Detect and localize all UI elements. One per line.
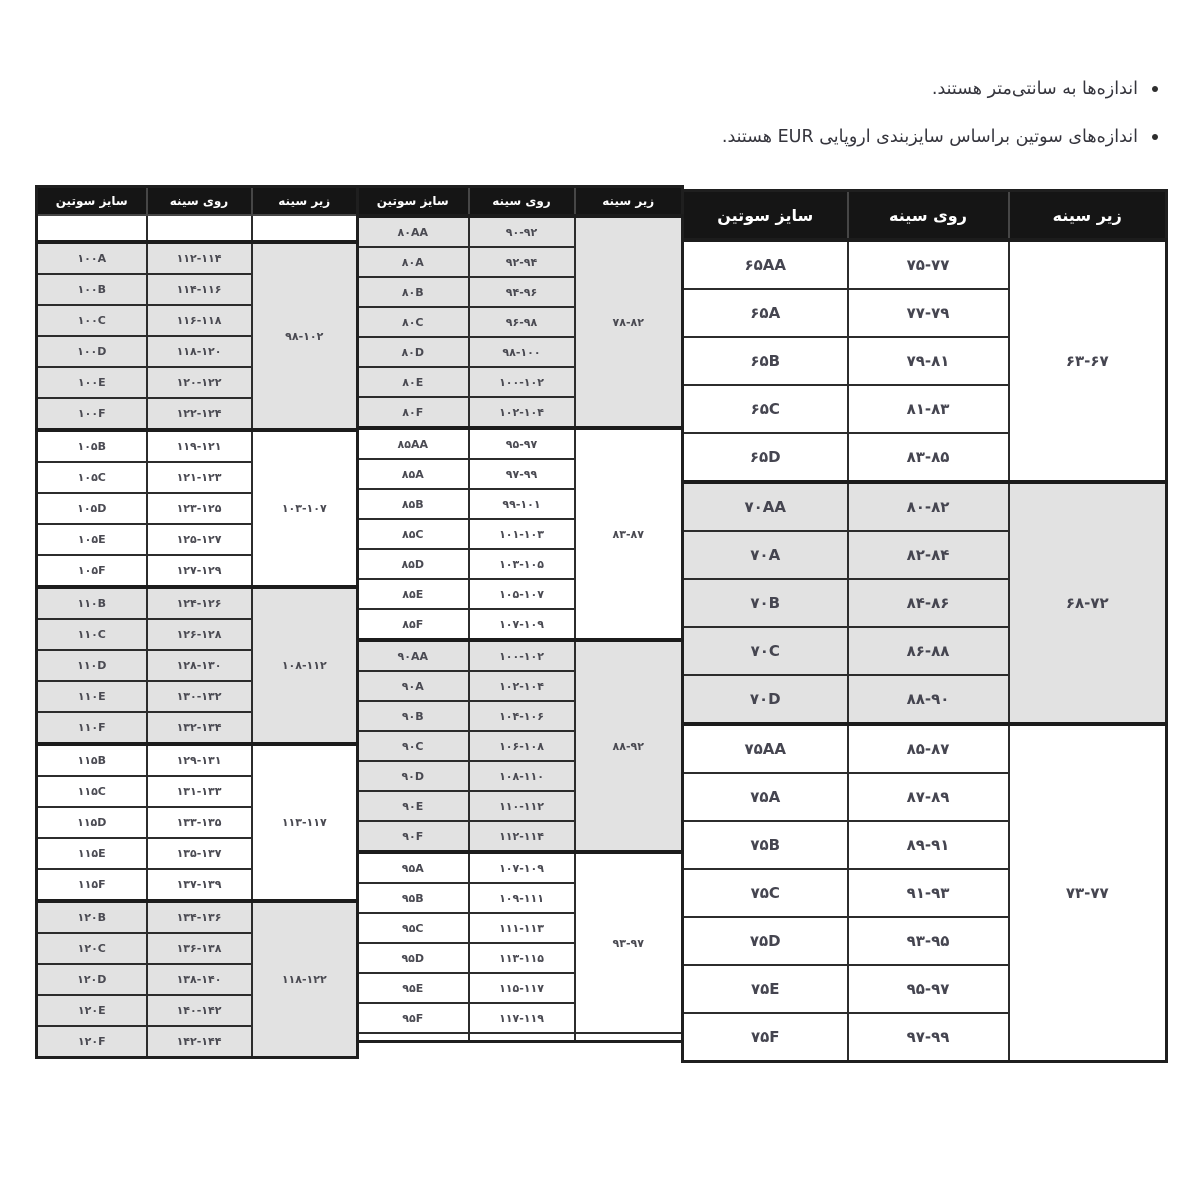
over-bust-cell: ۱۰۵-۱۰۷ (469, 579, 575, 609)
over-bust-cell: ۱۳۳-۱۳۵ (147, 807, 252, 838)
over-bust-cell: ۸۲-۸۴ (848, 531, 1009, 579)
bra-size-cell: ۸۵D (357, 549, 469, 579)
table-row (37, 901, 358, 933)
bra-size-cell: ۷۰B (683, 579, 848, 627)
over-bust-cell: ۹۷-۹۹ (848, 1013, 1009, 1062)
table-row (37, 744, 358, 776)
over-bust-cell: ۱۰۷-۱۰۹ (469, 609, 575, 640)
over-bust-cell: ۱۰۲-۱۰۴ (469, 397, 575, 428)
under-bust-cell: ۶۸-۷۲ (1009, 482, 1167, 724)
bra-size-cell: ۱۲۰C (37, 933, 147, 964)
over-bust-cell: ۸۷-۸۹ (848, 773, 1009, 821)
table-row (357, 852, 683, 883)
over-bust-cell: ۱۰۴-۱۰۶ (469, 701, 575, 731)
bra-size-cell: ۱۰۰B (37, 274, 147, 305)
bra-size-cell: ۹۰E (357, 791, 469, 821)
bra-size-cell: ۱۱۰B (37, 587, 147, 619)
bra-size-cell: ۸۵B (357, 489, 469, 519)
bra-size-cell: ۸۰AA (357, 216, 469, 247)
under-bust-cell: ۸۸-۹۲ (575, 640, 683, 852)
over-bust-cell: ۱۰۱-۱۰۳ (469, 519, 575, 549)
over-bust-cell: ۱۲۲-۱۲۴ (147, 398, 252, 430)
bra-size-cell: ۱۰۵E (37, 524, 147, 555)
over-bust-cell: ۸۱-۸۳ (848, 385, 1009, 433)
over-bust-cell: ۹۵-۹۷ (848, 965, 1009, 1013)
bra-size-cell: ۸۵C (357, 519, 469, 549)
over-bust-cell: ۱۳۷-۱۳۹ (147, 869, 252, 901)
bullet-icon (1152, 134, 1158, 140)
over-bust-cell: ۹۶-۹۸ (469, 307, 575, 337)
bra-size-cell: ۷۵E (683, 965, 848, 1013)
bra-size-cell: ۱۲۰B (37, 901, 147, 933)
over-bust-cell: ۱۱۱-۱۱۳ (469, 913, 575, 943)
over-bust-cell: ۷۹-۸۱ (848, 337, 1009, 385)
column-header-under-bust: زیر سینه (575, 187, 683, 217)
note-item (722, 78, 1158, 101)
bra-size-cell: ۶۵A (683, 289, 848, 337)
bra-size-cell: ۷۰D (683, 675, 848, 724)
bra-size-cell: ۷۵C (683, 869, 848, 917)
table-row (683, 240, 1167, 289)
column-header-under-bust: زیر سینه (1009, 191, 1167, 241)
over-bust-cell: ۱۳۰-۱۳۲ (147, 681, 252, 712)
bra-size-cell: ۹۰C (357, 731, 469, 761)
bra-size-cell: ۱۲۰D (37, 964, 147, 995)
bra-size-cell: ۱۰۵C (37, 462, 147, 493)
bra-size-cell: ۱۱۵E (37, 838, 147, 869)
empty-cell (575, 1033, 683, 1042)
bra-size-cell: ۷۵B (683, 821, 848, 869)
thin-empty-row (357, 1033, 683, 1042)
bra-size-cell: ۹۵C (357, 913, 469, 943)
bullet-icon (1152, 86, 1158, 92)
over-bust-cell: ۱۲۶-۱۲۸ (147, 619, 252, 650)
bra-size-cell: ۸۰E (357, 367, 469, 397)
empty-cell (252, 215, 358, 242)
header-row (357, 187, 683, 217)
over-bust-cell: ۱۰۸-۱۱۰ (469, 761, 575, 791)
bra-size-cell: ۸۰A (357, 247, 469, 277)
table-row (37, 430, 358, 462)
over-bust-cell: ۷۷-۷۹ (848, 289, 1009, 337)
column-header-under-bust: زیر سینه (252, 187, 358, 216)
over-bust-cell: ۱۳۱-۱۳۳ (147, 776, 252, 807)
bra-size-cell: ۸۰C (357, 307, 469, 337)
over-bust-cell: ۱۲۱-۱۲۳ (147, 462, 252, 493)
bra-size-cell: ۷۵D (683, 917, 848, 965)
bra-size-cell: ۹۵E (357, 973, 469, 1003)
table-row (357, 216, 683, 247)
bra-size-cell: ۱۰۰A (37, 242, 147, 274)
table-row (683, 724, 1167, 773)
bra-size-cell: ۶۵AA (683, 240, 848, 289)
header-row (37, 187, 358, 216)
over-bust-cell: ۱۱۲-۱۱۴ (469, 821, 575, 852)
over-bust-cell: ۱۱۵-۱۱۷ (469, 973, 575, 1003)
over-bust-cell: ۱۰۶-۱۰۸ (469, 731, 575, 761)
over-bust-cell: ۱۰۹-۱۱۱ (469, 883, 575, 913)
bra-size-cell: ۹۰AA (357, 640, 469, 671)
bra-size-cell: ۱۱۰C (37, 619, 147, 650)
note-text: اندازه‌های سوتین براساس سایزبندی اروپایی EUR هستند. (721, 126, 1138, 147)
bra-size-cell: ۱۰۵B (37, 430, 147, 462)
bra-size-cell: ۱۰۵F (37, 555, 147, 587)
over-bust-cell: ۹۰-۹۲ (469, 216, 575, 247)
over-bust-cell: ۷۵-۷۷ (848, 240, 1009, 289)
bra-size-cell: ۱۱۰E (37, 681, 147, 712)
over-bust-cell: ۱۳۶-۱۳۸ (147, 933, 252, 964)
bra-size-cell: ۷۰A (683, 531, 848, 579)
over-bust-cell: ۱۰۰-۱۰۲ (469, 640, 575, 671)
bra-size-cell: ۸۰D (357, 337, 469, 367)
under-bust-cell: ۱۱۳-۱۱۷ (252, 744, 358, 901)
bra-size-cell: ۱۲۰F (37, 1026, 147, 1058)
bra-size-cell: ۷۵F (683, 1013, 848, 1062)
bra-size-cell: ۹۵B (357, 883, 469, 913)
over-bust-cell: ۱۲۸-۱۳۰ (147, 650, 252, 681)
bra-size-cell: ۸۵AA (357, 428, 469, 459)
empty-cell (147, 215, 252, 242)
note-item (722, 126, 1158, 149)
table-row (357, 640, 683, 671)
bra-size-cell: ۸۵F (357, 609, 469, 640)
under-bust-cell: ۹۸-۱۰۲ (252, 242, 358, 430)
bra-size-table-eu-65-75 (681, 189, 1168, 1063)
over-bust-cell: ۱۴۰-۱۴۲ (147, 995, 252, 1026)
bra-size-table-eu-100-120 (35, 185, 359, 1059)
over-bust-cell: ۸۳-۸۵ (848, 433, 1009, 482)
bra-size-cell: ۱۲۰E (37, 995, 147, 1026)
over-bust-cell: ۱۳۵-۱۳۷ (147, 838, 252, 869)
column-header-bra-size: سایز سوتین (37, 187, 147, 216)
over-bust-cell: ۱۲۴-۱۲۶ (147, 587, 252, 619)
over-bust-cell: ۱۴۲-۱۴۴ (147, 1026, 252, 1058)
bra-size-cell: ۱۰۰C (37, 305, 147, 336)
under-bust-cell: ۷۳-۷۷ (1009, 724, 1167, 1062)
over-bust-cell: ۸۸-۹۰ (848, 675, 1009, 724)
bra-size-cell: ۶۵B (683, 337, 848, 385)
over-bust-cell: ۱۲۵-۱۲۷ (147, 524, 252, 555)
over-bust-cell: ۱۳۴-۱۳۶ (147, 901, 252, 933)
over-bust-cell: ۱۱۷-۱۱۹ (469, 1003, 575, 1033)
bra-size-cell: ۹۰A (357, 671, 469, 701)
bra-size-cell: ۱۰۰E (37, 367, 147, 398)
column-header-over-bust: روی سینه (848, 191, 1009, 241)
bra-size-cell: ۱۱۵D (37, 807, 147, 838)
over-bust-cell: ۹۹-۱۰۱ (469, 489, 575, 519)
bra-size-cell: ۶۵D (683, 433, 848, 482)
bra-size-cell: ۹۵D (357, 943, 469, 973)
bra-size-cell: ۸۵E (357, 579, 469, 609)
bra-size-cell: ۶۵C (683, 385, 848, 433)
bra-size-cell: ۷۵AA (683, 724, 848, 773)
under-bust-cell: ۱۱۸-۱۲۲ (252, 901, 358, 1058)
over-bust-cell: ۹۴-۹۶ (469, 277, 575, 307)
bra-size-cell: ۱۱۰D (37, 650, 147, 681)
column-header-bra-size: سایز سوتین (683, 191, 848, 241)
over-bust-cell: ۱۱۶-۱۱۸ (147, 305, 252, 336)
over-bust-cell: ۱۱۹-۱۲۱ (147, 430, 252, 462)
over-bust-cell: ۱۱۳-۱۱۵ (469, 943, 575, 973)
over-bust-cell: ۹۱-۹۳ (848, 869, 1009, 917)
over-bust-cell: ۹۷-۹۹ (469, 459, 575, 489)
over-bust-cell: ۸۴-۸۶ (848, 579, 1009, 627)
notes-list (722, 78, 1158, 174)
column-header-bra-size: سایز سوتین (357, 187, 469, 217)
bra-size-cell: ۱۰۰D (37, 336, 147, 367)
over-bust-cell: ۸۶-۸۸ (848, 627, 1009, 675)
table-row (37, 242, 358, 274)
bra-size-cell: ۹۰F (357, 821, 469, 852)
bra-size-cell: ۱۱۰F (37, 712, 147, 744)
over-bust-cell: ۱۰۰-۱۰۲ (469, 367, 575, 397)
bra-size-cell: ۷۵A (683, 773, 848, 821)
empty-cell (469, 1033, 575, 1042)
over-bust-cell: ۹۳-۹۵ (848, 917, 1009, 965)
column-header-over-bust: روی سینه (469, 187, 575, 217)
under-bust-cell: ۷۸-۸۲ (575, 216, 683, 428)
bra-size-table-eu-80-95 (355, 185, 684, 1043)
table-row (37, 587, 358, 619)
over-bust-cell: ۸۵-۸۷ (848, 724, 1009, 773)
bra-size-cell: ۱۱۵F (37, 869, 147, 901)
empty-cell (357, 1033, 469, 1042)
empty-cell (37, 215, 147, 242)
over-bust-cell: ۱۲۹-۱۳۱ (147, 744, 252, 776)
over-bust-cell: ۹۵-۹۷ (469, 428, 575, 459)
column-header-over-bust: روی سینه (147, 187, 252, 216)
over-bust-cell: ۸۹-۹۱ (848, 821, 1009, 869)
over-bust-cell: ۱۱۲-۱۱۴ (147, 242, 252, 274)
bra-size-cell: ۹۰D (357, 761, 469, 791)
over-bust-cell: ۹۸-۱۰۰ (469, 337, 575, 367)
table-row (357, 428, 683, 459)
bra-size-cell: ۸۰F (357, 397, 469, 428)
under-bust-cell: ۶۳-۶۷ (1009, 240, 1167, 482)
over-bust-cell: ۸۰-۸۲ (848, 482, 1009, 531)
over-bust-cell: ۱۰۲-۱۰۴ (469, 671, 575, 701)
over-bust-cell: ۱۱۸-۱۲۰ (147, 336, 252, 367)
bra-size-cell: ۷۰C (683, 627, 848, 675)
over-bust-cell: ۱۰۳-۱۰۵ (469, 549, 575, 579)
over-bust-cell: ۱۳۲-۱۳۴ (147, 712, 252, 744)
under-bust-cell: ۱۰۳-۱۰۷ (252, 430, 358, 587)
note-text: اندازه‌ها به سانتی‌متر هستند. (931, 79, 1138, 99)
empty-row (37, 215, 358, 242)
over-bust-cell: ۱۱۴-۱۱۶ (147, 274, 252, 305)
bra-size-cell: ۱۰۰F (37, 398, 147, 430)
over-bust-cell: ۱۳۸-۱۴۰ (147, 964, 252, 995)
bra-size-cell: ۸۵A (357, 459, 469, 489)
under-bust-cell: ۹۳-۹۷ (575, 852, 683, 1033)
over-bust-cell: ۹۲-۹۴ (469, 247, 575, 277)
bra-size-cell: ۹۵F (357, 1003, 469, 1033)
over-bust-cell: ۱۲۳-۱۲۵ (147, 493, 252, 524)
bra-size-cell: ۱۱۵C (37, 776, 147, 807)
over-bust-cell: ۱۰۷-۱۰۹ (469, 852, 575, 883)
bra-size-cell: ۱۱۵B (37, 744, 147, 776)
table-row (683, 482, 1167, 531)
header-row (683, 191, 1167, 241)
over-bust-cell: ۱۲۷-۱۲۹ (147, 555, 252, 587)
under-bust-cell: ۱۰۸-۱۱۲ (252, 587, 358, 744)
bra-size-cell: ۹۰B (357, 701, 469, 731)
under-bust-cell: ۸۳-۸۷ (575, 428, 683, 640)
bra-size-cell: ۸۰B (357, 277, 469, 307)
bra-size-cell: ۱۰۵D (37, 493, 147, 524)
bra-size-cell: ۷۰AA (683, 482, 848, 531)
bra-size-cell: ۹۵A (357, 852, 469, 883)
over-bust-cell: ۱۲۰-۱۲۲ (147, 367, 252, 398)
over-bust-cell: ۱۱۰-۱۱۲ (469, 791, 575, 821)
